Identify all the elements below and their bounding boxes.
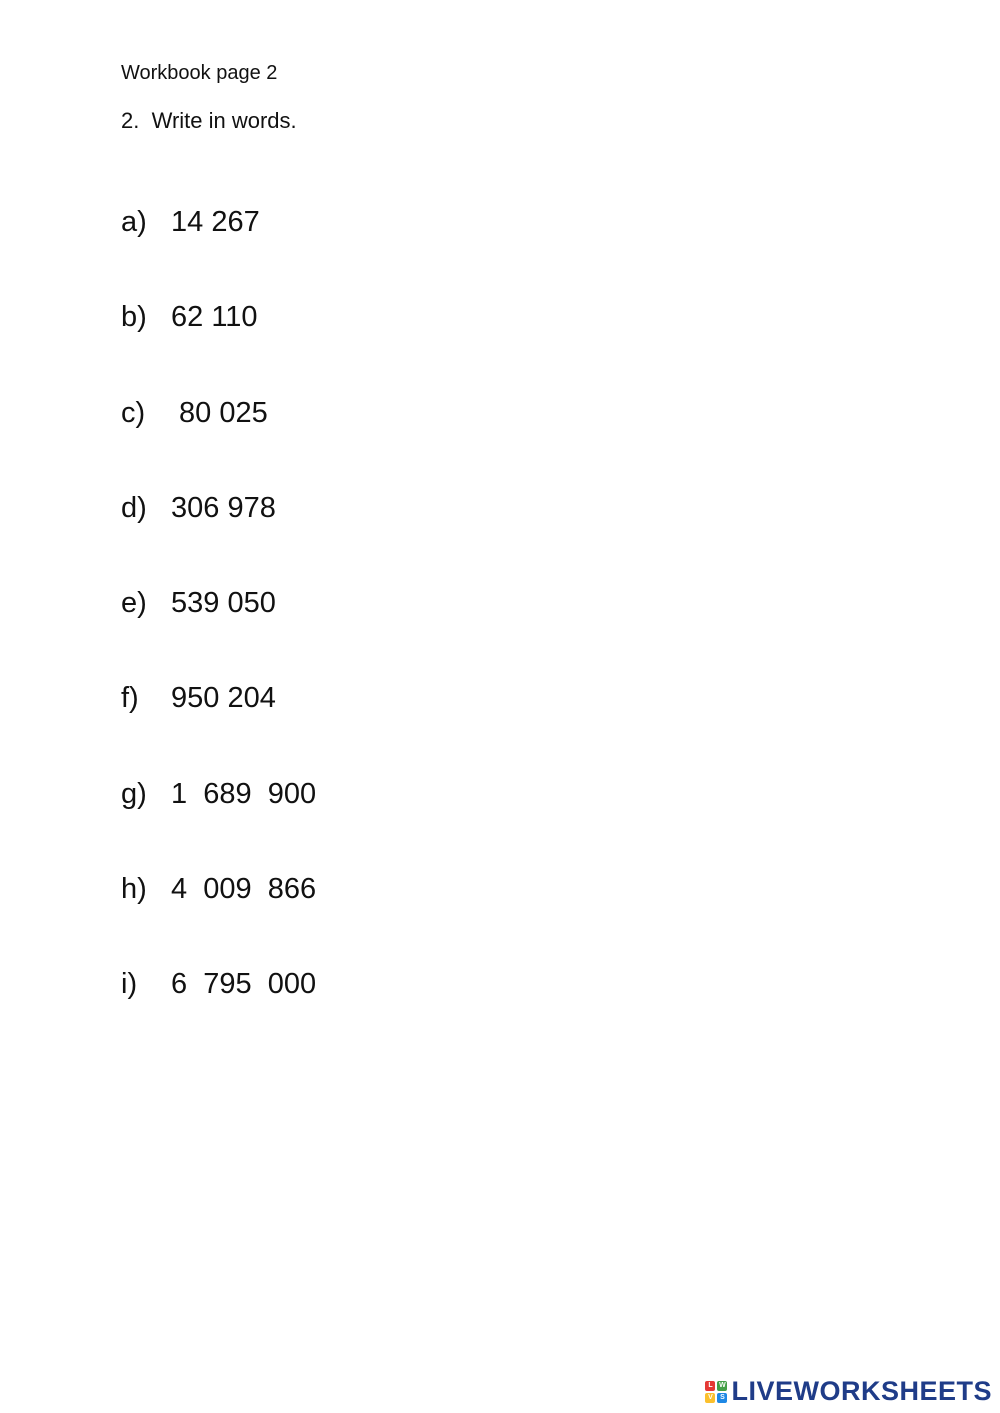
list-item [121, 489, 316, 584]
list-item [121, 298, 316, 393]
list-item [121, 203, 316, 298]
item-number: 4 009 866 [171, 873, 317, 906]
item-label: i) [121, 968, 138, 1001]
item-number: 950 204 [171, 682, 276, 715]
logo-tile: W [719, 1381, 726, 1389]
item-label: h) [121, 873, 147, 906]
list-item [121, 965, 316, 1060]
item-number: 539 050 [171, 587, 276, 620]
item-label: e) [121, 587, 147, 620]
item-number: 62 110 [171, 301, 258, 334]
item-label: d) [121, 491, 147, 524]
logo-tile: V [705, 1393, 715, 1403]
list-item [121, 775, 316, 870]
item-label: a) [121, 206, 147, 238]
list-item [121, 679, 316, 774]
workbook-page-header: Workbook page 2 [121, 62, 278, 84]
number-list [121, 203, 316, 1061]
item-number: 14 267 [171, 206, 260, 238]
list-item [121, 870, 316, 965]
list-item [121, 394, 316, 489]
item-number: 306 978 [171, 491, 276, 524]
item-number: 6 795 000 [171, 968, 317, 1001]
logo-tile: S [717, 1393, 727, 1403]
item-label: c) [121, 396, 146, 429]
liveworksheets-logo [705, 1376, 992, 1407]
liveworksheets-logo-icon [705, 1381, 727, 1403]
item-label: f) [121, 682, 139, 715]
list-item [121, 584, 316, 679]
item-number: 1 689 900 [171, 777, 317, 810]
logo-tile: L [705, 1381, 715, 1391]
liveworksheets-logo-text: LIVEWORKSHEETS [731, 1376, 992, 1406]
exercise-instruction: 2. Write in words. [121, 108, 297, 133]
item-number: 80 025 [171, 396, 268, 429]
item-label: g) [121, 777, 147, 810]
item-label: b) [121, 301, 147, 334]
